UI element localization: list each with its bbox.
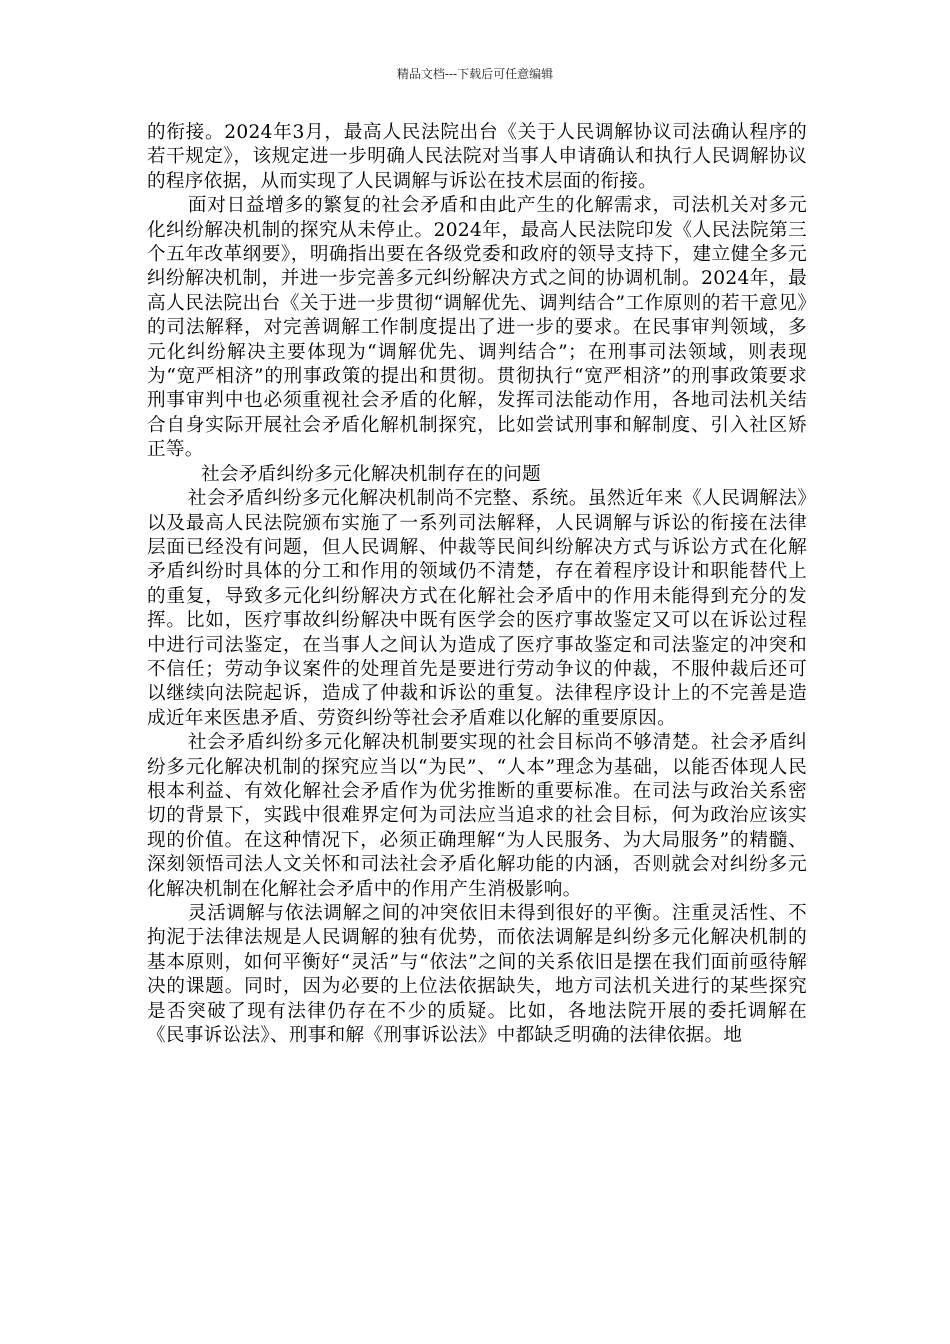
paragraph-continuation: 的衔接。2024年3月，最高人民法院出台《关于人民调解协议司法确认程序的若干规定》，该规定进一步明确人民法院对当事人申请确认和执行人民调解协议的程序依据，从而实现了人民调解与诉讼在技术层面的衔接。 [147,122,807,192]
paragraph-flexible-vs-legal: 灵活调解与依法调解之间的冲突依旧未得到很好的平衡。注重灵活性、不拘泥于法律法规是人民调解的独有优势，而依法调解是纠纷多元化解决机制的基本原则，如何平衡好“灵活”与“依法”之间的关系依旧是摆在我们面前亟待解决的课题。同时，因为必要的上位法依据缺失，地方司法机关进行的某些探究是否突破了现有法律仍存在不少的质疑。比如，各地法院开展的委托调解在《民事诉讼法》、刑事和解《刑事诉讼法》中都缺乏明确的法律依据。地 [147,903,807,1047]
paragraph-social-goals: 社会矛盾纠纷多元化解决机制要实现的社会目标尚不够清楚。社会矛盾纠纷多元化解决机制的探究应当以“为民”、“人本”理念为基础，以能否体现人民根本利益、有效化解社会矛盾作为优劣推断的重要标准。在司法与政治关系密切的背景下，实践中很难界定何为司法应当追求的社会目标，何为政治应该实现的价值。在这种情况下，必须正确理解“为人民服务、为大局服务”的精髓、深刻领悟司法人文关怀和司法社会矛盾化解功能的内涵，否则就会对纠纷多元化解决机制在化解社会矛盾中的作用产生消极影响。 [147,732,807,900]
paragraph-judicial-exploration: 面对日益增多的繁复的社会矛盾和由此产生的化解需求，司法机关对多元化纠纷解决机制的探究从未停止。2024年，最高人民法院印发《人民法院第三个五年改革纲要》，明确指出要在各级党委和政府的领导支持下，建立健全多元纠纷解决机制，并进一步完善多元纠纷解决方式之间的协调机制。2024年，最高人民法院出台《关于进一步贯彻“调解优先、调判结合”工作原则的若干意见》的司法解释，对完善调解工作制度提出了进一步的要求。在民事审判领域，多元化纠纷解决主要体现为“调解优先、调判结合”；在刑事司法领域，则表现为“宽严相济”的刑事政策的提出和贯彻。贯彻执行“宽严相济”的刑事政策要求刑事审判中也必须重视社会矛盾的化解，发挥司法能动作用，各地司法机关结合自身实际开展社会矛盾化解机制探究，比如尝试刑事和解制度、引入社区矫正等。 [147,195,807,461]
document-body [147,121,807,1048]
page-header: 精品文档---下载后可任意编辑 [396,67,554,81]
section-heading: 社会矛盾纠纷多元化解决机制存在的问题 [200,463,542,485]
paragraph-mechanism-incomplete: 社会矛盾纠纷多元化解决机制尚不完整、系统。虽然近年来《人民调解法》以及最高人民法院颁布实施了一系列司法解释，人民调解与诉讼的衔接在法律层面已经没有问题，但人民调解、仲裁等民间纠纷解决方式与诉讼方式在化解矛盾纠纷时具体的分工和作用的领域仍不清楚，存在着程序设计和职能替代上的重复，导致多元化纠纷解决方式在化解社会矛盾中的作用未能得到充分的发挥。比如，医疗事故纠纷解决中既有医学会的医疗事故鉴定又可以在诉讼过程中进行司法鉴定，在当事人之间认为造成了医疗事故鉴定和司法鉴定的冲突和不信任；劳动争议案件的处理首先是要进行劳动争议的仲裁，不服仲裁后还可以继续向法院起诉，造成了仲裁和诉讼的重复。法律程序设计上的不完善是造成近年来医患矛盾、劳资纠纷等社会矛盾难以化解的重要原因。 [147,488,807,729]
